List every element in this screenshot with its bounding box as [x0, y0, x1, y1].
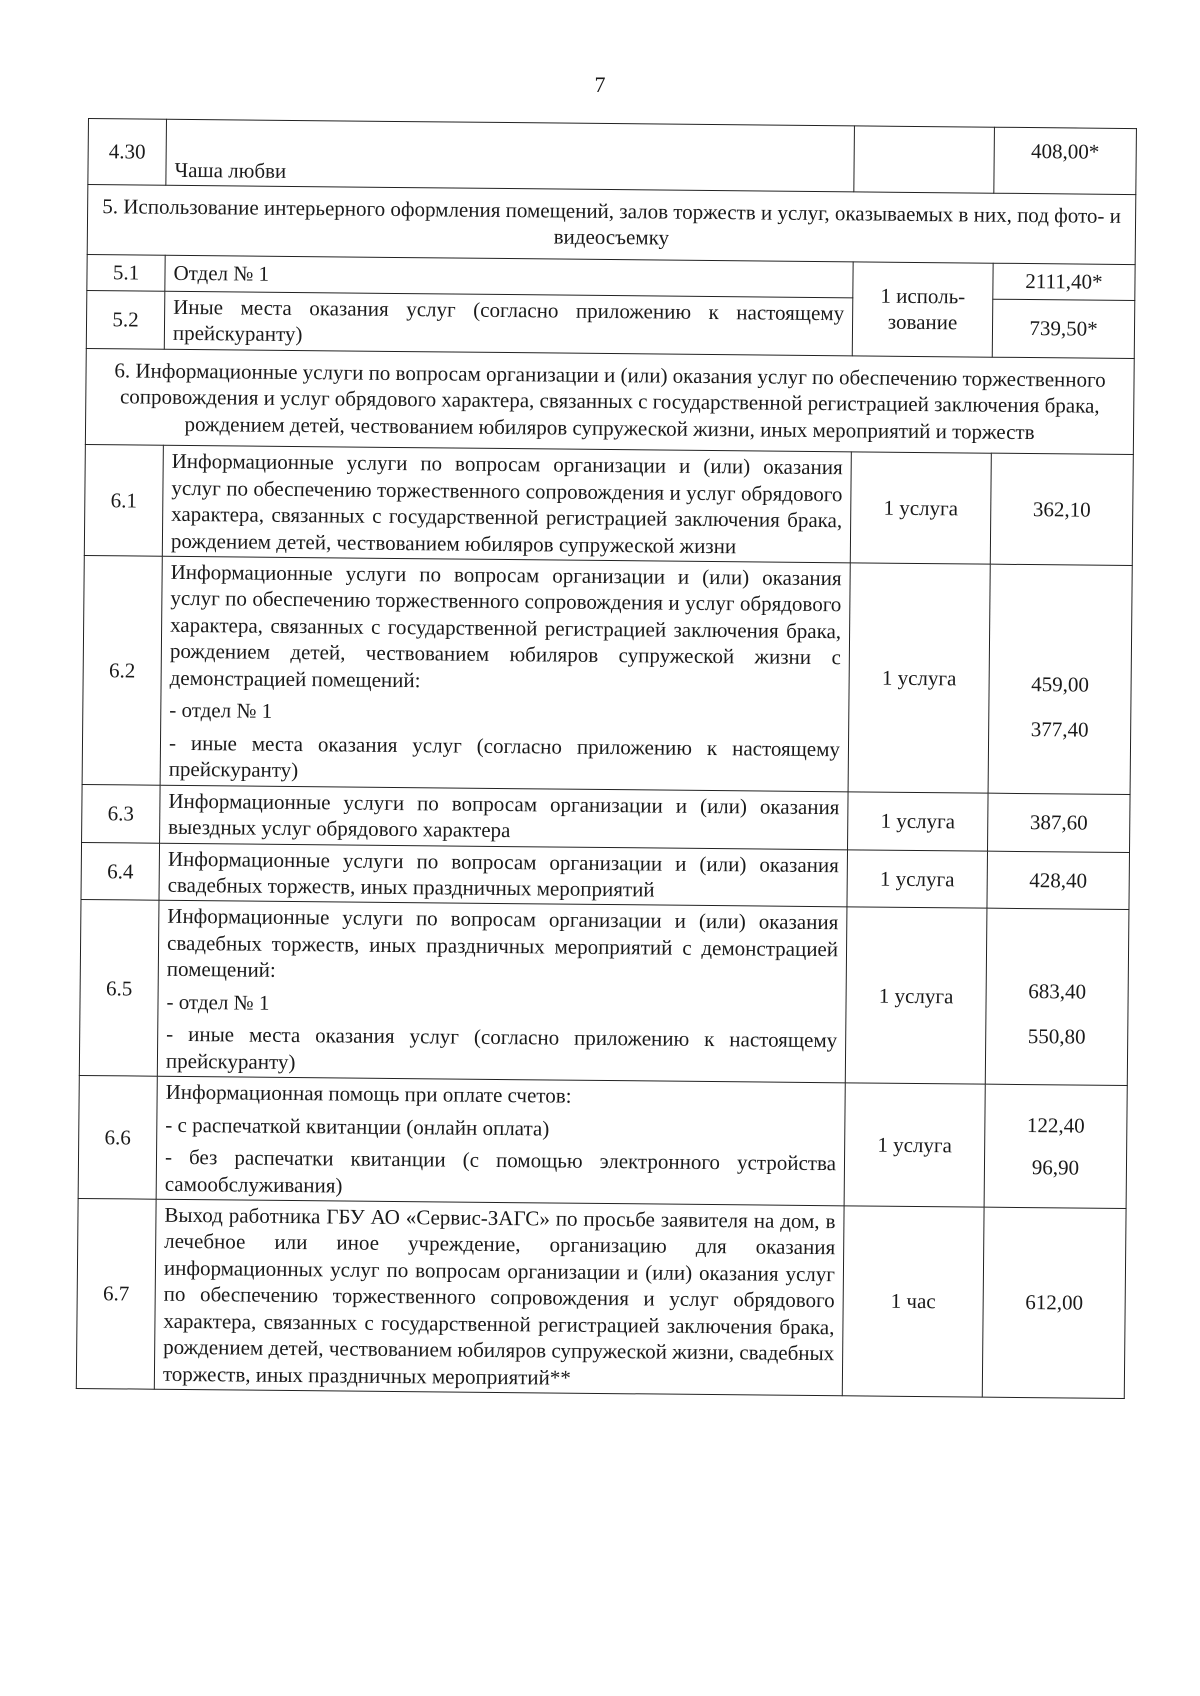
section-heading-row: [85, 348, 1134, 454]
unit-cell: 1 услуга: [844, 1083, 985, 1207]
price-value: 96,90: [1031, 1155, 1080, 1180]
service-name: Чаша любви: [166, 119, 855, 192]
service-name-group: [156, 1076, 845, 1205]
price-cell: 612,00: [982, 1207, 1126, 1399]
price-cell: [984, 1084, 1127, 1208]
price-cell: 2111,40*: [993, 263, 1135, 300]
price-value: 122,40: [1026, 1112, 1085, 1138]
price-value: 550,80: [1027, 1023, 1086, 1049]
price-cell: 362,10: [990, 453, 1133, 565]
table-row: [82, 555, 1132, 794]
service-name: Выход работника ГБУ АО «Сервис-ЗАГС» по просьбе заявителя на дом, в лечебное или иное учреждение, организацию для оказания информационных услуг по вопросам организации и (или) оказания услуг по обеспечению торжественного сопровождения и услуг обрядового характера, связанных с государственной регистрацией заключения брака, рождением детей, чествованием юбиляров супружеской жизни, свадебных торжеств, иных праздничных мероприятий**: [154, 1199, 844, 1396]
price-cell: 739,50*: [992, 299, 1135, 358]
service-sub-item: - отдел № 1: [166, 989, 270, 1015]
unit-cell: 1 услуга: [848, 563, 990, 793]
price-table-page: [76, 118, 1136, 1399]
table-row: [81, 842, 1130, 910]
row-number: 5.2: [86, 290, 165, 349]
service-sub-item: - с распечаткой квитанции (онлайн оплата): [165, 1112, 550, 1141]
price-table: [76, 118, 1137, 1399]
row-number: 5.1: [87, 254, 165, 291]
row-number: 6.6: [78, 1076, 157, 1200]
service-name: Информационные услуги по вопросам организации и (или) оказания выездных услуг обрядового характера: [160, 785, 849, 850]
row-number: 6.3: [82, 784, 161, 843]
service-name: Отдел № 1: [165, 255, 853, 298]
table-row: [79, 900, 1129, 1086]
row-number: 4.30: [88, 119, 167, 186]
price-cell: 428,40: [987, 851, 1130, 910]
row-number: 6.1: [84, 445, 163, 557]
section-5-heading: 5. Использование интерьерного оформления помещений, залов торжеств и услуг, оказываемых в них, под фото- и видеосъемку: [87, 185, 1136, 265]
service-name: Информационные услуги по вопросам организации и (или) оказания свадебных торжеств, иных праздничных мероприятий с демонстрацией помещений:: [166, 904, 839, 983]
service-name-group: [160, 556, 850, 791]
unit-cell: 1 услуга: [848, 791, 989, 850]
service-name-group: [157, 901, 847, 1083]
service-name: Информационные услуги по вопросам организации и (или) оказания услуг по обеспечению торжественного сопровождения и услуг обрядового характера, связанных с государственной регистрацией заключения брака, рождением детей, чествованием юбиляров супружеской жизни с демонстрацией помещений:: [169, 559, 842, 693]
unit-cell: [854, 126, 995, 193]
service-sub-item: - отдел № 1: [169, 698, 273, 724]
row-number: 6.7: [76, 1198, 156, 1389]
table-row: [76, 1198, 1126, 1398]
unit-cell: 1 час: [842, 1206, 984, 1398]
service-name: Иные места оказания услуг (согласно приложению к настоящему прейскуранту): [164, 291, 853, 356]
price-value: 377,40: [1030, 716, 1089, 742]
row-number: 6.5: [79, 900, 159, 1076]
row-number: 6.2: [82, 555, 162, 784]
price-cell: 408,00*: [994, 127, 1137, 194]
price-cell: 387,60: [988, 793, 1131, 852]
table-row: [82, 784, 1131, 852]
page-number: 7: [594, 72, 606, 97]
row-number: 6.4: [81, 842, 160, 901]
section-heading-row: [87, 185, 1136, 265]
section-6-heading: 6. Информационные услуги по вопросам организации и (или) оказания услуг по обеспечению торжественного сопровождения и услуг обрядового характера, связанных с государственной регистрацией заключения брака, рождением детей, чествованием юбиляров супружеской жизни, иных мероприятий и торжеств: [85, 348, 1134, 454]
service-name: Информационные услуги по вопросам организации и (или) оказания услуг по обеспечению торжественного сопровождения и услуг обрядового характера, связанных с государственной регистрацией заключения брака, рождением детей, чествованием юбиляров супружеской жизни: [162, 445, 851, 562]
price-value: 459,00: [1031, 672, 1090, 697]
service-sub-item: - без распечатки квитанции (с помощью электронного устройства самообслуживания): [164, 1144, 837, 1197]
unit-cell: 1 исполь-зование: [852, 262, 993, 357]
service-name: Информационные услуги по вопросам организации и (или) оказания свадебных торжеств, иных праздничных мероприятий: [159, 843, 848, 908]
service-sub-item: - иные места оказания услуг (согласно приложению к настоящему прейскуранту): [168, 730, 841, 783]
unit-cell: 1 услуга: [845, 907, 987, 1084]
table-row: [78, 1076, 1127, 1209]
unit-cell: 1 услуга: [850, 452, 991, 564]
price-cell: [988, 564, 1132, 794]
unit-cell: 1 услуга: [847, 849, 988, 908]
service-sub-item: - иные места оказания услуг (согласно приложению к настоящему прейскуранту): [165, 1022, 838, 1074]
table-row: [88, 119, 1137, 195]
service-name: Информационная помощь при оплате счетов:: [165, 1079, 572, 1108]
price-cell: [985, 909, 1129, 1086]
table-row: [84, 445, 1133, 566]
price-value: 683,40: [1028, 979, 1087, 1004]
